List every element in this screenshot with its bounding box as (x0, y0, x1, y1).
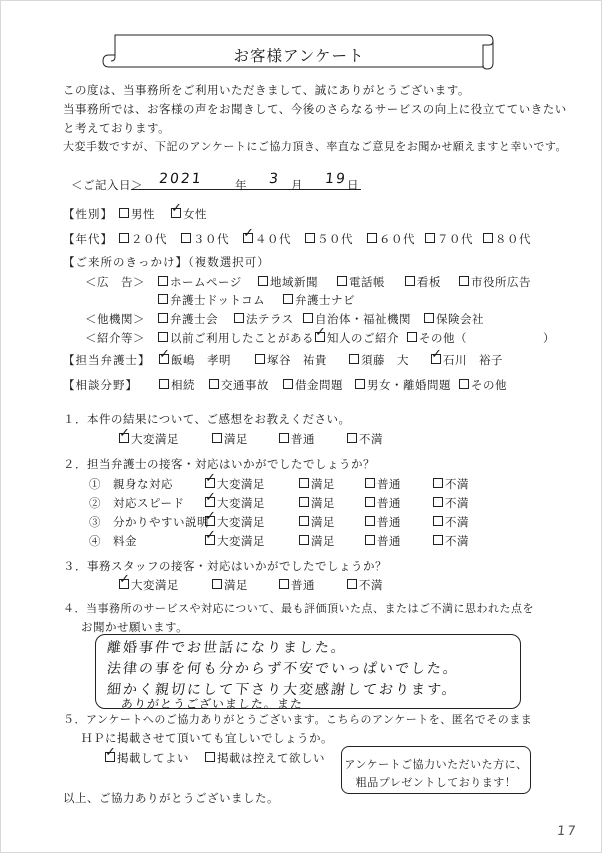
checkbox-checked[interactable] (205, 516, 215, 526)
checkbox[interactable] (407, 332, 417, 342)
option-label: 須藤 大 (361, 353, 409, 367)
age-option[interactable] (483, 232, 531, 246)
option-label: 普通 (377, 477, 401, 491)
page-title: お客様アンケート (233, 47, 365, 65)
ad-option[interactable] (283, 293, 355, 307)
option-label: 地域新聞 (270, 275, 318, 289)
option-label: 普通 (291, 432, 315, 446)
age-option[interactable] (425, 232, 473, 246)
ad-option[interactable] (459, 275, 531, 289)
age-label: 【年代】 (63, 232, 113, 246)
ad-option[interactable] (158, 293, 265, 307)
checkbox[interactable] (367, 233, 377, 243)
age-option[interactable] (367, 232, 415, 246)
lawyer-label: 【担当弁護士】 (63, 353, 151, 367)
option-label: 満足 (311, 477, 335, 491)
q1-option[interactable] (347, 432, 383, 446)
q1-question: １．本件の結果について、ご感想をお教えください。 (63, 412, 351, 426)
field-option[interactable] (459, 378, 507, 392)
intro-source-option[interactable] (315, 331, 399, 345)
checkbox-checked[interactable] (105, 752, 115, 762)
checkbox[interactable] (158, 313, 168, 323)
checkbox[interactable] (158, 294, 168, 304)
checkbox[interactable] (181, 233, 191, 243)
q1-option[interactable] (279, 432, 315, 446)
checkbox-checked[interactable] (205, 535, 215, 545)
checkbox[interactable] (299, 497, 309, 507)
date-month-unit: 月 (291, 178, 303, 192)
option-label: ２０代 (131, 232, 167, 246)
option-label: 法テラス (246, 312, 294, 326)
option-label: 塚谷 祐貴 (267, 353, 327, 367)
checkbox[interactable] (425, 233, 435, 243)
q2-option[interactable] (299, 496, 335, 510)
q2-row-label: ③ 分かりやすい説明 (89, 515, 209, 529)
q3-option[interactable] (212, 578, 248, 592)
checkbox-checked[interactable] (315, 332, 325, 342)
option-label: 掲載は控えて欲しい (217, 751, 325, 765)
trigger-label: 【ご来所のきっかけ】（複数選択可） (63, 255, 270, 269)
option-label: 以前ご利用したことがある (170, 331, 314, 345)
q3-option[interactable] (347, 578, 383, 592)
option-label: 弁護士ドットコム (170, 293, 266, 307)
checkbox[interactable] (283, 379, 293, 389)
handwritten-answer-line: 細かく親切にして下さり大変感謝しております。 (106, 682, 459, 698)
option-label: 不満 (445, 477, 469, 491)
checkbox[interactable] (299, 535, 309, 545)
checkbox[interactable] (205, 752, 215, 762)
option-label: ３０代 (193, 232, 229, 246)
option-label: 普通 (377, 496, 401, 510)
q2-option[interactable] (205, 534, 265, 548)
option-label: 弁護士ナビ (295, 293, 355, 307)
checkbox[interactable] (283, 294, 293, 304)
checkbox[interactable] (255, 354, 265, 364)
option-label: 電話帳 (349, 275, 385, 289)
checkbox[interactable] (347, 433, 357, 443)
gender-option[interactable] (119, 207, 155, 221)
option-label: 普通 (377, 534, 401, 548)
ad-option[interactable] (258, 275, 318, 289)
option-label: 相続 (171, 378, 195, 392)
q2-row-label: ④ 料金 (89, 534, 137, 548)
q5-option[interactable] (105, 751, 189, 765)
lawyer-option[interactable] (255, 353, 327, 367)
option-label: 看板 (417, 275, 441, 289)
checkbox[interactable] (337, 276, 347, 286)
checkbox[interactable] (459, 379, 469, 389)
age-option[interactable] (243, 232, 291, 246)
option-label: 石川 裕子 (443, 353, 503, 367)
checkbox-checked[interactable] (205, 478, 215, 488)
field-option[interactable] (283, 378, 343, 392)
title-banner (101, 31, 497, 71)
option-label: 大変満足 (217, 496, 265, 510)
q4-question: ４．当事務所のサービスや対応について、最も評価頂いた点、またはご不満に思われた点を (63, 602, 535, 615)
option-label: ７０代 (437, 232, 473, 246)
q2-option[interactable] (365, 496, 401, 510)
option-label: 不満 (445, 534, 469, 548)
q2-option[interactable] (433, 496, 469, 510)
checkbox[interactable] (355, 379, 365, 389)
option-label: その他 (471, 378, 507, 392)
checkbox[interactable] (212, 579, 222, 589)
checkbox[interactable] (433, 497, 443, 507)
option-label: 男性 (131, 207, 155, 221)
checkbox[interactable] (349, 354, 359, 364)
option-label: その他（ (419, 331, 467, 345)
checkbox[interactable] (212, 433, 222, 443)
checkbox[interactable] (459, 276, 469, 286)
checkbox[interactable] (159, 379, 169, 389)
option-label: 満足 (311, 534, 335, 548)
q2-option[interactable] (299, 515, 335, 529)
option-label: 満足 (224, 432, 248, 446)
checkbox-checked[interactable] (119, 433, 129, 443)
q2-option[interactable] (205, 477, 265, 491)
q5-question: ＨＰに掲載させて頂いても宜しいでしょうか。 (81, 731, 333, 745)
handwritten-answer-line: 法律の事を何も分からず不安でいっぱいでした。 (106, 661, 460, 677)
q3-question: ３．事務スタッフの接客・対応はいかがでしたでしょうか？ (63, 559, 387, 573)
org-option[interactable] (303, 312, 411, 326)
option-label: ４０代 (255, 232, 291, 246)
q2-option[interactable] (205, 515, 265, 529)
q2-row-label: ② 対応スピード (89, 496, 185, 510)
age-option[interactable] (119, 232, 167, 246)
checkbox[interactable] (158, 332, 168, 342)
q3-option[interactable] (279, 578, 315, 592)
field-option[interactable] (355, 378, 451, 392)
checkbox[interactable] (365, 535, 375, 545)
checkbox[interactable] (299, 516, 309, 526)
q2-option[interactable] (299, 477, 335, 491)
option-label: 弁護士会 (170, 312, 218, 326)
q4-question: お聞かせ願います。 (81, 620, 189, 634)
checkbox[interactable] (299, 478, 309, 488)
q1-option[interactable] (119, 432, 179, 446)
checkbox[interactable] (119, 233, 129, 243)
checkbox[interactable] (424, 313, 434, 323)
date-day-unit: 日 (347, 178, 359, 192)
date-month[interactable]: 3 (268, 171, 281, 187)
checkbox-checked[interactable] (171, 208, 181, 218)
option-label: 不満 (359, 432, 383, 446)
intro-line: と考えております。 (63, 121, 171, 135)
checkbox-checked[interactable] (431, 354, 441, 364)
checkbox[interactable] (365, 516, 375, 526)
checkbox[interactable] (303, 313, 313, 323)
field-option[interactable] (159, 378, 195, 392)
q2-option[interactable] (433, 534, 469, 548)
field-label: 【相談分野】 (63, 378, 138, 392)
checkbox[interactable] (279, 433, 289, 443)
checkbox[interactable] (365, 497, 375, 507)
option-label: 大変満足 (217, 477, 265, 491)
checkbox-checked[interactable] (243, 233, 253, 243)
option-label: 大変満足 (217, 515, 265, 529)
handwritten-answer-line: ありがとうございました。また (120, 697, 304, 711)
checkbox[interactable] (258, 276, 268, 286)
checkbox[interactable] (433, 535, 443, 545)
q2-row-label: ① 親身な対応 (89, 477, 173, 491)
q5-option[interactable] (205, 751, 325, 765)
option-label: 満足 (224, 578, 248, 592)
date-year-unit: 年 (235, 178, 247, 192)
handwritten-answer-line: 離婚事件でお世話になりました。 (106, 640, 348, 656)
ad-option[interactable] (337, 275, 385, 289)
field-option[interactable] (209, 378, 269, 392)
q2-option[interactable] (433, 477, 469, 491)
checkbox-checked[interactable] (159, 354, 169, 364)
q1-option[interactable] (212, 432, 248, 446)
option-label: 男女・離婚問題 (367, 378, 451, 392)
option-label: ６０代 (379, 232, 415, 246)
checkbox[interactable] (483, 233, 493, 243)
option-label: 借金問題 (295, 378, 343, 392)
ad-option[interactable] (405, 275, 441, 289)
age-option[interactable] (305, 232, 353, 246)
ad-label: ＜広 告＞ (85, 275, 145, 289)
option-label: 不満 (445, 515, 469, 529)
q2-question: ２．担当弁護士の接客・対応はいかがでしたでしょうか？ (63, 457, 375, 471)
option-label: 交通事故 (221, 378, 269, 392)
option-label: 普通 (377, 515, 401, 529)
intro-source-label: ＜紹介等＞ (85, 331, 145, 345)
checkbox[interactable] (305, 233, 315, 243)
gift-notice-line: 粗品プレゼントしております！ (355, 776, 517, 789)
option-label: 満足 (311, 515, 335, 529)
date-day[interactable]: 19 (324, 171, 348, 187)
intro-line: 大変手数ですが、下記のアンケートにご協力頂き、率直なご意見をお聞かせ願えますと幸いです。 (63, 140, 568, 153)
gift-notice-line: アンケートご協力いただいた方に、 (344, 758, 528, 771)
q3-option[interactable] (119, 578, 179, 592)
checkbox[interactable] (209, 379, 219, 389)
lawyer-option[interactable] (431, 353, 503, 367)
option-label: 大変満足 (131, 578, 179, 592)
checkbox-checked[interactable] (205, 497, 215, 507)
org-label: ＜他機関＞ (85, 312, 145, 326)
date-year[interactable]: 2021 (158, 171, 204, 187)
date-label: ＜ご記入日＞ (71, 178, 143, 192)
option-label: ５０代 (317, 232, 353, 246)
option-label: 女性 (183, 207, 207, 221)
gender-label: 【性別】 (63, 207, 113, 221)
closing-text: 以上、ご協力ありがとうございました。 (63, 791, 279, 805)
q2-option[interactable] (205, 496, 265, 510)
checkbox[interactable] (433, 516, 443, 526)
lawyer-option[interactable] (159, 353, 231, 367)
checkbox[interactable] (234, 313, 244, 323)
ad-option[interactable] (158, 275, 242, 289)
option-label: 市役所広告 (471, 275, 531, 289)
q2-option[interactable] (365, 534, 401, 548)
age-option[interactable] (181, 232, 229, 246)
gift-notice-box (341, 746, 531, 794)
q2-option[interactable] (365, 515, 401, 529)
intro-line: この度は、当事務所をご利用いただきまして、誠にありがとうございます。 (63, 83, 470, 97)
q2-option[interactable] (299, 534, 335, 548)
option-label: 掲載してよい (117, 751, 189, 765)
checkbox[interactable] (433, 478, 443, 488)
option-label: ホームページ (170, 275, 242, 289)
org-option[interactable] (158, 312, 218, 326)
intro-source-option[interactable] (158, 331, 314, 345)
option-label: ８０代 (495, 232, 531, 246)
option-label: 満足 (311, 496, 335, 510)
option-label: 知人のご紹介 (327, 331, 399, 345)
checkbox[interactable] (365, 478, 375, 488)
option-label: 保険会社 (436, 312, 484, 326)
org-option[interactable] (234, 312, 294, 326)
option-label: 普通 (291, 578, 315, 592)
q5-question: ５．アンケートへのご協力ありがとうございます。こちらのアンケートを、匿名でそのまま (63, 713, 533, 726)
option-label: 自治体・福祉機関 (315, 312, 411, 326)
intro-source-close: ） (543, 331, 555, 345)
option-label: 不満 (445, 496, 469, 510)
checkbox[interactable] (405, 276, 415, 286)
checkbox-checked[interactable] (119, 579, 129, 589)
page-number-mark: 17 (556, 824, 579, 839)
org-option[interactable] (424, 312, 484, 326)
checkbox[interactable] (158, 276, 168, 286)
option-label: 不満 (359, 578, 383, 592)
checkbox[interactable] (279, 579, 289, 589)
option-label: 大変満足 (217, 534, 265, 548)
intro-source-option[interactable] (407, 331, 467, 345)
option-label: 大変満足 (131, 432, 179, 446)
intro-line: 当事務所では、お客様の声をお聞きして、今後のさらなるサービスの向上に役立てていきたい (63, 102, 567, 116)
lawyer-option[interactable] (349, 353, 409, 367)
gender-option[interactable] (171, 207, 207, 221)
checkbox[interactable] (347, 579, 357, 589)
checkbox[interactable] (119, 208, 129, 218)
q2-option[interactable] (433, 515, 469, 529)
q2-option[interactable] (365, 477, 401, 491)
option-label: 飯嶋 孝明 (171, 353, 231, 367)
